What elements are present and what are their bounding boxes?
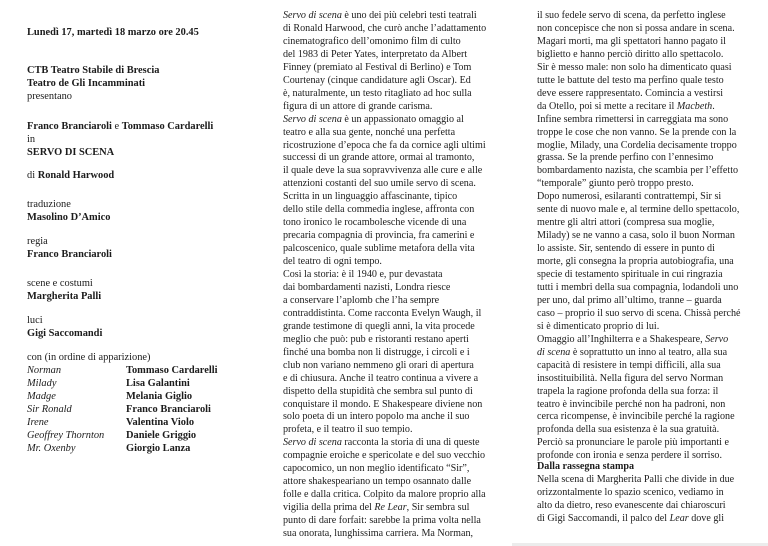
cast-role: Geoffrey Thornton	[27, 430, 105, 441]
synopsis-line	[537, 320, 659, 333]
direction-name: Franco Branciaroli	[27, 249, 112, 260]
body-text: orizzontalmente lo spazio scenico, vediamo in	[537, 487, 724, 498]
body-text: Dopo numerosi, esilaranti contrattempi, Sir si	[537, 191, 722, 203]
cast-actor: Lisa Galantini	[126, 378, 190, 389]
cast-heading: con (in ordine di apparizione)	[27, 352, 151, 363]
body-text: profeta, e il teatro il suo tempio.	[283, 424, 413, 436]
synopsis-line	[283, 61, 471, 74]
body-text: dello stile della commedia inglese, affronta con	[283, 204, 475, 216]
synopsis-line	[283, 268, 443, 281]
body-text: è un appassionato omaggio al	[341, 113, 464, 125]
synopsis-line	[537, 22, 735, 35]
synopsis-line	[283, 113, 464, 126]
synopsis-line	[537, 203, 739, 216]
cast-role: Madge	[27, 391, 56, 402]
synopsis-line	[283, 462, 469, 475]
body-text: e di chiusura. Anche il teatro continua a vivere a	[283, 372, 479, 384]
synopsis-line	[537, 151, 713, 164]
body-text: dispetto della stupidità che sembra sul punto di	[283, 385, 473, 397]
synopsis-line	[283, 100, 432, 113]
sets-label: scene e costumi	[27, 278, 93, 289]
italic-title-text: Servo di scena	[283, 10, 342, 21]
synopsis-line	[283, 333, 469, 346]
press-review-line	[537, 512, 724, 525]
press-review-line	[537, 486, 724, 499]
cast-row	[27, 416, 257, 429]
italic-title-text: Re Lear	[374, 502, 407, 514]
synopsis-line	[283, 385, 473, 398]
body-text: sente di nuovo male e, al termine dello spettacolo,	[537, 204, 740, 216]
body-text: il quale deve la sua sopravvivenza alle cure e alle	[283, 165, 483, 177]
italic-title-text: Servo di scena	[283, 113, 342, 125]
body-text: palcoscenico, quale sublime metafora della vita	[283, 243, 475, 255]
body-text: “temporale” giunto però troppo presto.	[537, 178, 694, 190]
presentano-text: presentano	[27, 91, 73, 102]
synopsis-line	[283, 488, 486, 501]
cast-actor: Tommaso Cardarelli	[126, 365, 218, 376]
synopsis-line	[283, 527, 473, 540]
body-text: sua onorata, lunghissima carriera. Ma Norman,	[283, 528, 474, 539]
synopsis-line	[537, 268, 723, 281]
synopsis-line	[537, 242, 715, 255]
body-text: dai bombardamenti nazisti, Londra riesce	[283, 281, 451, 293]
body-text: biglietto e hanno perciò diritto allo spettacolo.	[537, 48, 724, 60]
synopsis-line	[283, 514, 481, 527]
body-text: cerca ricompense, è invincibile perché la ragione	[537, 411, 735, 423]
body-text: bombardamento nazista, che scambia per l’effetto	[537, 165, 739, 177]
cast-role: Irene	[27, 417, 49, 428]
body-text: attore shakespeariano un tempo osannato dalle	[283, 476, 472, 488]
body-text: moglie, Milady, una Cordelia decisamente troppo	[537, 139, 737, 151]
synopsis-line	[537, 410, 735, 423]
synopsis-line	[537, 359, 721, 372]
cast-row	[27, 377, 257, 390]
synopsis-line	[537, 9, 726, 22]
lead-actor-branciaroli: Franco Branciaroli	[27, 121, 112, 132]
body-text: da Otello, poi si mette a recitare il	[537, 100, 677, 112]
body-text: contraddistinta. Come racconta Evelyn Waugh, il	[283, 307, 482, 319]
synopsis-line	[283, 359, 474, 372]
body-text: a conservare l’aplomb che l’ha sempre	[283, 294, 440, 306]
synopsis-line	[537, 87, 723, 100]
synopsis-line	[283, 151, 474, 164]
translation-label: traduzione	[27, 199, 71, 210]
press-review-line	[537, 499, 726, 512]
body-text: teatro è invincibile perché non ha padroni, non	[537, 398, 726, 410]
synopsis-line	[537, 294, 722, 307]
body-text: Nella scena di Margherita Palli che divide in due	[537, 474, 735, 485]
in-text: in	[27, 134, 36, 145]
producer-ctb: CTB Teatro Stabile di Brescia	[27, 65, 160, 76]
synopsis-line	[537, 190, 721, 203]
body-text: tono ironico le rocambolesche vicende di una	[283, 217, 467, 229]
italic-title-text: Servo	[705, 333, 729, 345]
author-line	[27, 169, 114, 182]
synopsis-line	[283, 372, 478, 385]
synopsis-line	[283, 190, 457, 203]
cast-row	[27, 403, 257, 416]
cast-actor: Melania Giglio	[126, 391, 193, 402]
body-text: mentre gli altri attori (compresa sua moglie,	[537, 217, 715, 229]
body-text: .	[712, 100, 715, 112]
cast-row	[27, 429, 257, 442]
synopsis-line	[537, 436, 729, 449]
synopsis-line	[283, 9, 477, 22]
body-text: Milady) se ne vanno a casa, solo il buon Norman	[537, 230, 735, 242]
body-text: capocomico, un non meglio identificato “Sir”,	[283, 463, 470, 475]
body-text: profonde con ironia e senza perdere il sorriso.	[537, 450, 722, 462]
synopsis-line	[537, 423, 719, 436]
synopsis-line	[283, 177, 476, 190]
synopsis-line	[537, 216, 714, 229]
body-text: compagnie eroiche e spericolate e del suo vecchio	[283, 450, 486, 462]
body-text: punto di dare forfait: sarebbe la prima volta nella	[283, 515, 481, 527]
body-text: Magari morti, ma gli spettatori hanno pagato il	[537, 35, 726, 47]
sets-name: Margherita Palli	[27, 291, 102, 302]
synopsis-line	[537, 333, 728, 346]
synopsis-line	[283, 281, 450, 294]
body-text: alto da dietro, reso evanescente dai chiaroscuri	[537, 500, 726, 511]
body-text: finché una bomba non li distrugge, i circoli e i	[283, 346, 470, 358]
author-name: Ronald Harwood	[37, 170, 115, 181]
synopsis-line	[537, 372, 723, 385]
body-text: teatro e alla sua gente, nonché una perfetta	[283, 126, 456, 138]
body-text: Così la storia: è il 1940 e, pur devastata	[283, 269, 443, 280]
body-text: è soprattutto un inno al teatro, alla sua	[570, 346, 728, 358]
body-text: Courtenay (cinque candidature agli Oscar). Ed	[283, 74, 471, 86]
body-text: meglio che può: pub e ristoranti restano aperti	[283, 333, 469, 345]
synopsis-line	[537, 126, 736, 139]
synopsis-line	[537, 398, 725, 411]
synopsis-line	[283, 203, 474, 216]
synopsis-line	[537, 139, 737, 152]
synopsis-line	[283, 410, 469, 423]
body-text: Finney (premiato al Festival di Berlino) e Tom	[283, 61, 472, 73]
body-text: Infine sembra rimettersi in carreggiata ma sono	[537, 113, 729, 125]
body-text: Omaggio all’Inghilterra e a Shakespeare,	[537, 333, 706, 345]
synopsis-line	[283, 501, 469, 514]
synopsis-line	[283, 48, 467, 61]
body-text: per uno, dal primo all’ultimo, tranne – guarda	[537, 294, 722, 306]
body-text: non concepisce che non si possa andare in scena.	[537, 22, 735, 34]
synopsis-line	[283, 346, 470, 359]
synopsis-line	[283, 436, 480, 449]
body-text: specie di testamento spirituale in cui ringrazia	[537, 269, 723, 280]
body-text: di Ronald Harwood, che curò anche l’adattamento	[283, 22, 487, 34]
body-text: Scritta in un linguaggio affascinante, tipico	[283, 191, 458, 203]
synopsis-line	[283, 475, 471, 488]
cast-actor: Giorgio Lanza	[126, 443, 191, 454]
body-text: dove gli	[688, 513, 724, 524]
synopsis-line	[283, 216, 466, 229]
synopsis-line	[537, 61, 732, 74]
synopsis-line	[283, 423, 413, 436]
synopsis-line	[283, 320, 475, 333]
body-text: è uno dei più celebri testi teatrali	[341, 10, 477, 21]
synopsis-line	[283, 87, 472, 100]
cast-role: Sir Ronald	[27, 404, 72, 415]
body-text: capacità di resistere in tempi difficili, alla sua	[537, 359, 721, 371]
body-text: racconta la storia di una di queste	[341, 437, 480, 449]
performance-date: Lunedì 17, martedì 18 marzo ore 20.45	[27, 27, 199, 38]
body-text: del 1983 di Peter Yates, interpretato da Albert	[283, 48, 468, 60]
body-text: figura di un attore di grande carisma.	[283, 100, 433, 112]
body-text: ricostruzione d’epoca che fa da cornice agli ultimi	[283, 139, 486, 151]
body-text: trapela la ragione profonda della sua forza: il	[537, 385, 719, 397]
body-text: profonda della sua esistenza è la sua gratuità.	[537, 424, 720, 436]
lead-actors	[27, 120, 213, 133]
body-text: si è dimenticato proprio di lui.	[537, 320, 660, 332]
body-text: attenzioni costanti del suo umile servo di scena.	[283, 178, 476, 190]
cast-actor: Daniele Griggio	[126, 430, 197, 441]
synopsis-line	[283, 22, 486, 35]
body-text: deve essere rappresentato. Comincia a vestirsi	[537, 87, 724, 99]
body-text: successi di un grande attore, ormai al tramonto,	[283, 152, 475, 164]
body-text: del teatro di ogni tempo.	[283, 256, 382, 268]
body-text: di Gigi Saccomandi, il palco del	[537, 513, 670, 524]
body-text: vigilia della prima del	[283, 502, 375, 514]
synopsis-line	[283, 242, 475, 255]
producer-incamminati: Teatro de Gli Incamminati	[27, 78, 146, 89]
body-text: lo assiste. Sir, sentendo di essere in punto di	[537, 243, 715, 255]
synopsis-line	[537, 74, 724, 87]
synopsis-line	[537, 48, 723, 61]
synopsis-line	[283, 449, 485, 462]
cast-role: Mr. Oxenby	[27, 443, 76, 454]
synopsis-line	[283, 35, 461, 48]
body-text: è, naturalmente, un testo ritagliato ad hoc sulla	[283, 87, 472, 99]
body-text: Sir è messo male: non solo ha dimenticato quasi	[537, 61, 732, 73]
synopsis-line	[283, 307, 481, 320]
body-text: morte, gli consegna la propria autobiografia, una	[537, 256, 734, 268]
body-text: troppe le cose che non vanno. Se la prende con la	[537, 126, 737, 138]
synopsis-line	[537, 255, 734, 268]
synopsis-line	[537, 164, 738, 177]
body-text: insostituibilità. Nella figura del servo Norman	[537, 372, 724, 384]
synopsis-line	[283, 139, 486, 152]
synopsis-line	[537, 100, 715, 113]
press-review-heading: Dalla rassegna stampa	[537, 461, 635, 472]
body-text: caso – proprio il suo servo di scena. Chissà perché	[537, 307, 741, 319]
body-text: cinematografico dell’omonimo film di culto	[283, 35, 461, 47]
synopsis-line	[283, 398, 482, 411]
synopsis-line	[283, 294, 439, 307]
synopsis-line	[537, 281, 738, 294]
cast-row	[27, 364, 257, 377]
body-text: conquistare il mondo. E Shakespeare diviene non	[283, 398, 483, 410]
synopsis-line	[537, 346, 727, 359]
lead-actors-conjunction: e	[111, 121, 122, 132]
synopsis-line	[537, 307, 741, 320]
cast-role: Milady	[27, 378, 57, 389]
body-text: folle e dalla critica. Colpito da malore proprio alla	[283, 489, 486, 501]
press-review-line	[537, 473, 734, 486]
body-text: grassa. Se la prende perfino con l’ennesimo	[537, 152, 714, 164]
body-text: tutte le battute del testo ma perfino quale testo	[537, 74, 724, 86]
synopsis-line	[537, 35, 726, 48]
cast-row	[27, 442, 257, 455]
cast-actor: Valentina Violo	[126, 417, 195, 428]
synopsis-line	[537, 229, 735, 242]
lights-name: Gigi Saccomandi	[27, 328, 103, 339]
direction-label: regia	[27, 236, 48, 247]
cast-role: Norman	[27, 365, 62, 376]
italic-title-text: Macbeth	[676, 100, 713, 112]
synopsis-line	[283, 164, 482, 177]
body-text: solo poeta di un intero popolo ma anche il suo	[283, 411, 470, 423]
synopsis-line	[537, 385, 718, 398]
italic-title-text: Servo di scena	[283, 437, 342, 449]
synopsis-line	[537, 177, 694, 190]
body-text: , Sir sembra sul	[406, 502, 470, 514]
synopsis-line	[283, 126, 455, 139]
synopsis-line	[537, 113, 728, 126]
lights-label: luci	[27, 315, 43, 326]
body-text: club non variano nemmeno gli orari di apertura	[283, 359, 474, 371]
italic-title-text: Lear	[669, 513, 689, 524]
cast-row	[27, 390, 257, 403]
body-text: tutti i membri della sua compagnia, lodandoli uno	[537, 281, 739, 293]
author-prefix: di	[27, 170, 38, 181]
body-text: grande testimone di quegli anni, la vita procede	[283, 320, 475, 332]
body-text: il suo fedele servo di scena, da perfetto inglese	[537, 10, 726, 21]
synopsis-line	[283, 74, 471, 87]
synopsis-line	[283, 229, 474, 242]
body-text: precaria compagnia di provincia, fra camerini e	[283, 230, 475, 242]
body-text: Perciò sa pronunciare le parole più importanti e	[537, 437, 729, 449]
italic-title-text: di scena	[537, 346, 571, 358]
play-title: SERVO DI SCENA	[27, 147, 115, 158]
lead-actor-cardarelli: Tommaso Cardarelli	[121, 121, 214, 132]
translation-name: Masolino D’Amico	[27, 212, 111, 223]
cast-actor: Franco Branciaroli	[126, 404, 211, 415]
synopsis-line	[283, 255, 382, 268]
